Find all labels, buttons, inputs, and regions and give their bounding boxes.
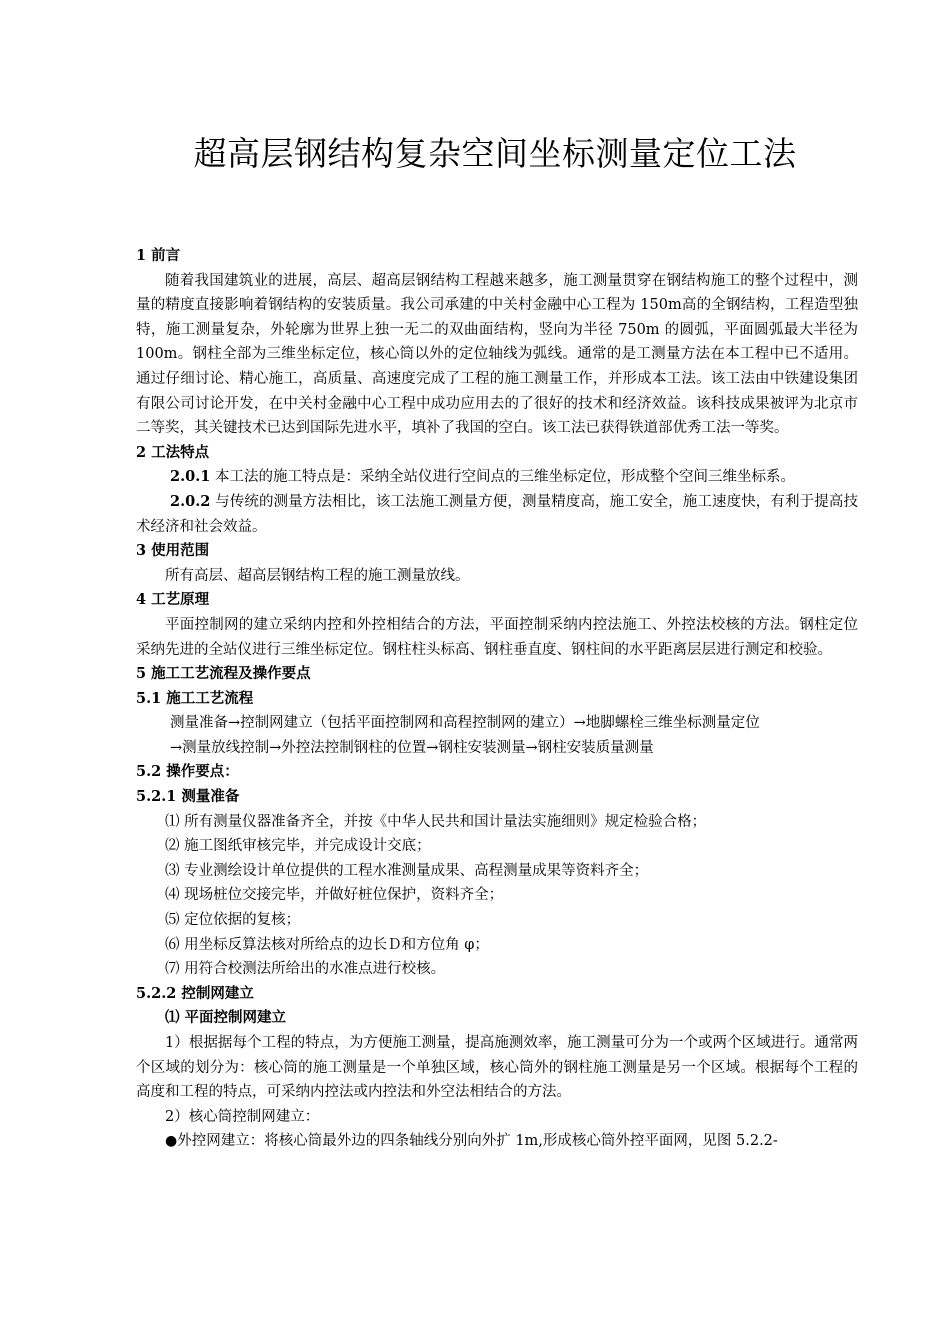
section-5-1-heading: 5.1 施工工艺流程 (136, 689, 254, 707)
section-4-heading: 4 工艺原理 (136, 591, 210, 609)
section-1-paragraph: 随着我国建筑业的进展，高层、超高层钢结构工程越来越多，施工测量贯穿在钢结构施工的整个过程中，测量的精度直接影响着钢结构的安装质量。我公司承建的中关村金融中心工程为 150m高的全钢结构，工程造型独特，施工测量复杂，外轮廓为世界上独一无二的双曲面结构，竖向为半径 750m 的圆弧，平面圆弧最大半径为 100m。钢柱全部为三维坐标定位，核心筒以外的定位轴线为弧线。通常的是工测量方法在本工程中已不适用。通过仔细讨论、精心施工，高质量、高速度完成了工程的施工测量工作，并形成本工法。该工法由中铁建设集团有限公司讨论开发，在中关村金融中心工程中成功应用去的了很好的技术和经济效益。该科技成果被评为北京市二等奖，其关键技术已达到国际先进水平，填补了我国的空白。该工法已获得铁道部优秀工法一等奖。 (136, 272, 858, 437)
process-flow-line-1: 测量准备→控制网建立（包括平面控制网和高程控制网的建立）→地脚螺栓三维坐标测量定位 (170, 715, 760, 732)
section-5-2-heading: 5.2 操作要点： (136, 763, 239, 781)
section-2-0-2-paragraph (136, 490, 858, 539)
section-5-2-2-heading: 5.2.2 控制网建立 (136, 984, 254, 1002)
section-5-heading: 5 施工工艺流程及操作要点 (136, 665, 311, 683)
document-title: 超高层钢结构复杂空间坐标测量定位工法 (193, 134, 797, 173)
clause-text-2-0-2: 与传统的测量方法相比，该工法施工测量方便，测量精度高，施工安全，施工速度快，有利于提高技术经济和社会效益。 (136, 493, 858, 535)
list-item: ⑸ 定位依据的复核； (165, 912, 301, 929)
section-3-paragraph: 所有高层、超高层钢结构工程的施工测量放线。 (165, 567, 470, 584)
clause-number-2-0-2: 2.0.2 (170, 492, 211, 510)
process-flow-line-2: →测量放线控制→外控法控制钢柱的位置→钢柱安装测量→钢柱安装质量测量 (170, 739, 654, 756)
section-4-paragraph: 平面控制网的建立采纳内控和外控相结合的方法，平面控制采纳内控法施工、外控法校核的方法。钢柱定位采纳先进的全站仪进行三维坐标定位。钢柱柱头标高、钢柱垂直度、钢柱间的水平距离层层进行测定和校验。 (136, 616, 858, 658)
list-item: ⑵ 施工图纸审核完毕，并完成设计交底； (165, 838, 431, 855)
list-item: ⑷ 现场桩位交接完毕，并做好桩位保护，资料齐全； (165, 887, 504, 904)
section-1-heading: 1 前言 (136, 247, 181, 264)
section-5-2-2-paragraph-1: 1）根据据每个工程的特点，为方便施工测量，提高施测效率，施工测量可分为一个或两个区域进行。通常两个区域的划分为：核心筒的施工测量是一个单独区域，核心筒外的钢柱施工测量是另一个区域。根据每个工程的高度和工程的特点，可采纳内控法或内控法和外空法相结合的方法。 (136, 1035, 858, 1101)
list-item: ⑹ 用坐标反算法核对所给点的边长Ｄ和方位角 φ； (165, 936, 489, 953)
plane-control-network-heading: ⑴ 平面控制网建立 (165, 1009, 287, 1027)
section-5-2-1-heading: 5.2.1 测量准备 (136, 788, 240, 806)
clause-number-2-0-1: 2.0.1 (170, 468, 211, 486)
clause-text-2-0-1: 本工法的施工特点是：采纳全站仪进行空间点的三维坐标定位，形成整个空间三维坐标系。 (210, 469, 795, 486)
bullet-text: 外控网建立：将核心筒最外边的四条轴线分别向外扩 1m,形成核心筒外控平面网，见图 5.2.2- (177, 1133, 778, 1150)
section-3-heading: 3 使用范围 (136, 542, 210, 560)
section-5-2-2-paragraph-2: 2）核心筒控制网建立： (165, 1108, 320, 1125)
section-2-0-1-paragraph (136, 465, 858, 490)
section-2-heading: 2 工法特点 (136, 443, 210, 461)
bullet-icon: ● (165, 1133, 178, 1150)
bullet-item (136, 1129, 858, 1154)
list-item: ⑴ 所有测量仪器准备齐全，并按《中华人民共和国计量法实施细则》规定检验合格； (165, 813, 707, 830)
list-item: ⑺ 用符合校测法所给出的水准点进行校核。 (165, 961, 446, 978)
list-item: ⑶ 专业测绘设计单位提供的工程水准测量成果、高程测量成果等资料齐全； (165, 862, 649, 879)
